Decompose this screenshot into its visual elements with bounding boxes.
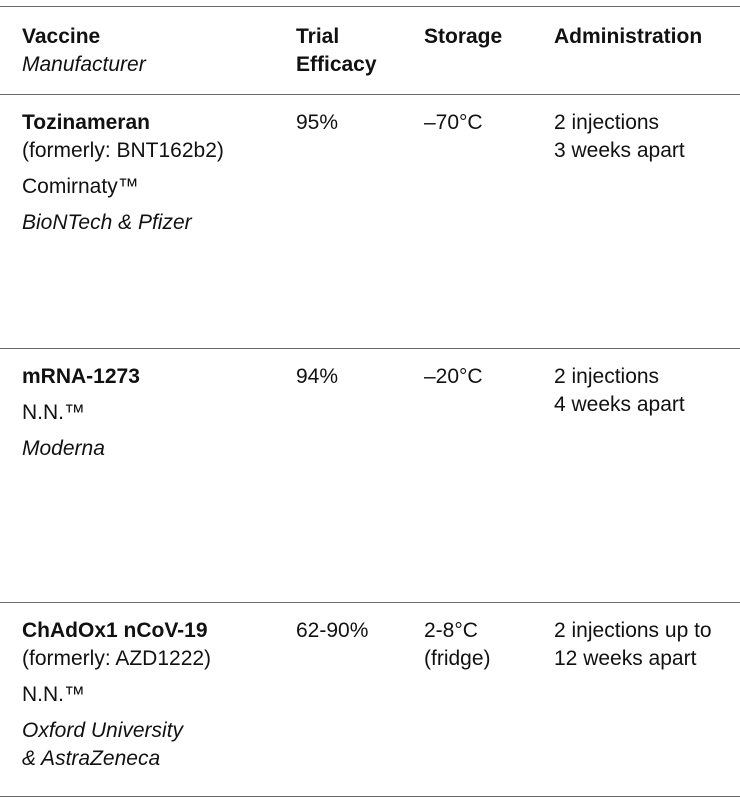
table-bottom-rule	[0, 796, 740, 797]
vaccine-manufacturer-line1: Oxford University	[22, 719, 184, 742]
vaccine-name: ChAdOx1 nCoV-19	[22, 619, 208, 642]
vaccine-administration-line2: 12 weeks apart	[554, 647, 697, 670]
vaccine-name: mRNA-1273	[22, 365, 140, 388]
vaccine-manufacturer: Moderna	[22, 437, 105, 460]
vaccine-brand: Comirnaty™	[22, 175, 139, 198]
header-vaccine: Vaccine	[22, 25, 101, 48]
vaccine-storage-line2: (fridge)	[424, 647, 491, 670]
table-row-vaccine-cell	[22, 109, 224, 237]
header-administration: Administration	[554, 25, 703, 48]
vaccine-administration-line2: 3 weeks apart	[554, 139, 685, 162]
vaccine-brand: N.N.™	[22, 401, 85, 424]
vaccine-efficacy: 62-90%	[296, 619, 369, 642]
row-divider	[0, 602, 740, 603]
vaccine-storage: –20°C	[424, 365, 483, 388]
vaccine-storage-cell	[424, 617, 491, 673]
vaccine-name: Tozinameran	[22, 111, 150, 134]
vaccine-administration-line2: 4 weeks apart	[554, 393, 685, 416]
header-efficacy-line1: Trial	[296, 25, 340, 48]
table-row-vaccine-cell	[22, 617, 211, 773]
header-storage: Storage	[424, 25, 503, 48]
header-manufacturer: Manufacturer	[22, 53, 146, 76]
header-vaccine-cell	[22, 23, 146, 79]
vaccine-storage-line1: 2-8°C	[424, 619, 478, 642]
header-bottom-rule	[0, 94, 740, 95]
vaccine-manufacturer: BioNTech & Pfizer	[22, 211, 192, 234]
vaccine-administration-cell	[554, 109, 685, 165]
row-divider	[0, 348, 740, 349]
vaccine-administration-line1: 2 injections up to	[554, 619, 712, 642]
vaccine-efficacy: 95%	[296, 111, 339, 134]
vaccine-administration-line1: 2 injections	[554, 111, 660, 134]
vaccine-former-name: (formerly: BNT162b2)	[22, 139, 224, 162]
vaccine-brand: N.N.™	[22, 683, 85, 706]
vaccine-administration-cell	[554, 617, 712, 673]
vaccine-administration-line1: 2 injections	[554, 365, 660, 388]
header-efficacy-line2: Efficacy	[296, 53, 377, 76]
vaccine-former-name: (formerly: AZD1222)	[22, 647, 212, 670]
vaccine-storage: –70°C	[424, 111, 483, 134]
table-row-vaccine-cell	[22, 363, 140, 463]
table-top-rule	[0, 6, 740, 7]
vaccine-efficacy: 94%	[296, 365, 339, 388]
vaccine-administration-cell	[554, 363, 685, 419]
header-efficacy-cell	[296, 23, 377, 79]
vaccine-manufacturer-line2: & AstraZeneca	[22, 747, 161, 770]
